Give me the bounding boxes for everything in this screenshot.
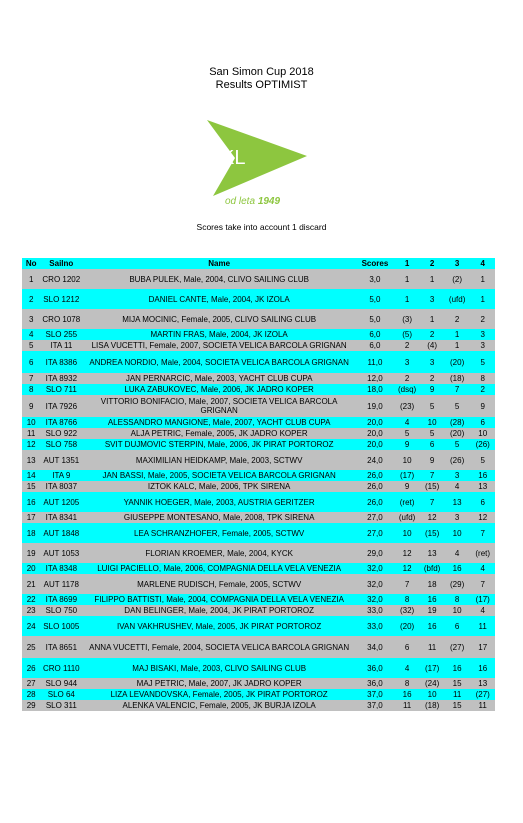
cell-race-3: (27) xyxy=(450,642,465,652)
cell-race-1: 16 xyxy=(402,690,412,699)
cell-no: 21 xyxy=(26,579,36,589)
cell-race-1: 2 xyxy=(404,374,410,383)
cell-no: 27 xyxy=(26,679,36,688)
logo-year: 1949 xyxy=(257,196,281,207)
cell-race-1: 4 xyxy=(404,663,410,673)
cell-name: BUBA PULEK, Male, 2004, CLIVO SAILING CLUB xyxy=(129,274,309,284)
cell-race-3: 15 xyxy=(452,701,462,710)
cell-name: ALENKA VALENCIC, Female, 2005, JK BURJA IZOLA xyxy=(122,701,316,710)
table-row xyxy=(22,523,495,543)
cell-name: DAN BELINGER, Male, 2004, JK PIRAT PORTOROZ xyxy=(124,606,314,615)
cell-no: 28 xyxy=(26,690,36,699)
table-row xyxy=(22,605,495,616)
cell-scores: 5,0 xyxy=(369,294,381,304)
cell-race-2: 9 xyxy=(429,455,435,465)
cell-race-1: (32) xyxy=(399,606,415,615)
cell-race-1: 10 xyxy=(402,455,412,465)
cell-race-2: (18) xyxy=(425,701,440,710)
cell-race-1: 3 xyxy=(404,357,410,367)
cell-race-4: (ret) xyxy=(475,548,491,558)
cell-race-3: (18) xyxy=(450,374,465,383)
cell-race-3: 5 xyxy=(454,440,460,449)
cell-scores: 5,0 xyxy=(369,314,381,324)
cell-no: 25 xyxy=(26,642,36,652)
cell-race-4: 13 xyxy=(478,482,488,491)
cell-race-1: 2 xyxy=(404,341,410,350)
cell-race-1: 4 xyxy=(404,418,410,427)
cell-sailno: AUT 1848 xyxy=(43,528,80,538)
cell-race-1: 1 xyxy=(404,294,410,304)
cell-race-4: 12 xyxy=(478,513,488,522)
cell-race-3: 1 xyxy=(454,330,460,339)
cell-race-1: 1 xyxy=(404,274,410,284)
cell-race-2: 3 xyxy=(429,357,435,367)
cell-scores: 26,0 xyxy=(367,482,383,491)
table-row xyxy=(22,616,495,636)
cell-race-2: 10 xyxy=(427,418,437,427)
cell-race-3: 16 xyxy=(452,564,462,573)
cell-name: VITTORIO BONIFACIO, Male, 2007, SOCIETA VELICA BARCOLA GRIGNAN xyxy=(100,397,338,415)
cell-race-4: 6 xyxy=(480,497,485,507)
table-row xyxy=(22,351,495,373)
cell-no: 15 xyxy=(26,482,36,491)
cell-name: MAJ PETRIC, Male, 2007, JK JADRO KOPER xyxy=(136,679,302,688)
cell-race-4: 4 xyxy=(480,564,485,573)
cell-race-2: 2 xyxy=(429,330,435,339)
cell-name: IVAN VAKHRUSHEV, Male, 2005, JK PIRAT PORTOROZ xyxy=(117,621,322,631)
cell-no: 10 xyxy=(26,418,36,427)
results-table xyxy=(22,258,495,711)
cell-scores: 20,0 xyxy=(367,418,383,427)
table-row xyxy=(22,700,495,711)
table-row xyxy=(22,636,495,658)
cell-no: 24 xyxy=(26,621,36,631)
cell-scores: 29,0 xyxy=(367,548,383,558)
cell-sailno: SLO 922 xyxy=(45,429,78,438)
cell-race-3: 4 xyxy=(454,548,460,558)
logo-text: JKL xyxy=(211,147,246,169)
cell-race-3: 16 xyxy=(452,663,462,673)
cell-sailno: SLO 711 xyxy=(45,385,77,394)
cell-race-4: 1 xyxy=(480,294,485,304)
cell-race-2: 1 xyxy=(429,314,435,324)
header-row xyxy=(22,258,495,269)
cell-sailno: SLO 1212 xyxy=(43,294,80,304)
cell-sailno: CRO 1110 xyxy=(43,663,80,673)
table-row xyxy=(22,574,495,594)
cell-race-1: (3) xyxy=(402,314,412,324)
cell-race-4: 4 xyxy=(480,606,485,615)
table-row xyxy=(22,594,495,605)
cell-race-4: 7 xyxy=(480,579,485,589)
table-row xyxy=(22,428,495,439)
cell-scores: 24,0 xyxy=(367,455,383,465)
cell-no: 22 xyxy=(26,595,36,604)
discard-note: Scores take into account 1 discard xyxy=(196,222,327,232)
cell-race-3: (2) xyxy=(452,274,463,284)
cell-sailno: SLO 758 xyxy=(45,440,78,449)
cell-race-1: 7 xyxy=(404,579,410,589)
cell-race-1: (5) xyxy=(402,330,412,339)
cell-sailno: ITA 8651 xyxy=(45,642,78,652)
table-row xyxy=(22,512,495,523)
cell-scores: 6,0 xyxy=(369,341,381,350)
cell-race-4: (27) xyxy=(475,690,490,699)
cell-race-3: 5 xyxy=(454,401,460,411)
cell-scores: 18,0 xyxy=(367,385,383,394)
cell-no: 12 xyxy=(26,440,36,449)
cell-sailno: SLO 64 xyxy=(47,690,75,699)
table-row xyxy=(22,450,495,470)
cell-no: 1 xyxy=(28,274,34,284)
cell-race-4: 3 xyxy=(480,341,485,350)
cell-race-2: 3 xyxy=(429,294,435,304)
cell-race-4: 1 xyxy=(480,274,485,284)
table-row xyxy=(22,269,495,289)
cell-sailno: AUT 1178 xyxy=(43,579,79,589)
cell-race-1: 6 xyxy=(404,642,410,652)
cell-scores: 26,0 xyxy=(367,497,383,507)
cell-race-2: (24) xyxy=(425,679,440,688)
cell-race-1: (20) xyxy=(399,621,415,631)
cell-sailno: SLO 1005 xyxy=(43,621,80,631)
cell-name: DANIEL CANTE, Male, 2004, JK IZOLA xyxy=(148,294,290,304)
cell-name: ALJA PETRIC, Female, 2005, JK JADRO KOPER xyxy=(130,429,308,438)
cell-race-2: 7 xyxy=(429,471,435,480)
cell-race-1: (ufd) xyxy=(398,513,416,522)
cell-no: 20 xyxy=(26,564,36,573)
cell-race-4: 11 xyxy=(478,621,487,631)
header-name: Name xyxy=(208,259,231,268)
table-row xyxy=(22,340,495,351)
cell-race-2: 11 xyxy=(427,642,437,652)
cell-race-1: (dsq) xyxy=(397,385,417,394)
cell-scores: 36,0 xyxy=(367,679,383,688)
cell-sailno: AUT 1351 xyxy=(43,455,80,465)
table-row xyxy=(22,470,495,481)
cell-race-2: 7 xyxy=(429,497,435,507)
cell-race-2: 12 xyxy=(427,513,437,522)
cell-sailno: ITA 8699 xyxy=(45,595,78,604)
cell-no: 29 xyxy=(26,701,36,710)
table-row xyxy=(22,543,495,563)
cell-race-1: (23) xyxy=(399,401,415,411)
title-line-1: San Simon Cup 2018 xyxy=(209,66,314,78)
cell-race-2: (17) xyxy=(425,663,440,673)
table-row xyxy=(22,481,495,492)
cell-race-4: 9 xyxy=(480,401,485,411)
cell-name: JAN BASSI, Male, 2005, SOCIETA VELICA BARCOLA GRIGNAN xyxy=(102,471,336,480)
cell-race-3: (20) xyxy=(450,357,465,367)
cell-race-4: 13 xyxy=(478,679,488,688)
table-row xyxy=(22,384,495,395)
cell-race-2: (15) xyxy=(425,482,440,491)
cell-scores: 27,0 xyxy=(367,513,383,522)
cell-race-4: 11 xyxy=(478,701,487,710)
cell-race-3: 13 xyxy=(452,497,462,507)
cell-race-4: (17) xyxy=(475,595,490,604)
cell-race-2: (15) xyxy=(425,528,440,538)
cell-race-4: 17 xyxy=(478,642,488,652)
table-row xyxy=(22,289,495,309)
cell-race-1: 11 xyxy=(402,701,412,710)
cell-race-4: (26) xyxy=(475,440,490,449)
table-row xyxy=(22,439,495,450)
cell-race-3: 1 xyxy=(454,341,460,350)
cell-race-3: 10 xyxy=(452,606,462,615)
cell-race-1: 8 xyxy=(404,595,410,604)
cell-sailno: ITA 8386 xyxy=(45,357,78,367)
cell-race-2: (bfd) xyxy=(423,564,441,573)
cell-sailno: SLO 311 xyxy=(45,701,77,710)
cell-race-3: 15 xyxy=(452,679,462,688)
cell-no: 13 xyxy=(26,455,36,465)
cell-scores: 20,0 xyxy=(367,429,383,438)
cell-no: 3 xyxy=(28,314,34,324)
cell-race-3: 11 xyxy=(452,690,462,699)
cell-race-2: 9 xyxy=(429,385,435,394)
cell-race-3: 3 xyxy=(454,471,460,480)
cell-no: 26 xyxy=(26,663,36,673)
cell-scores: 33,0 xyxy=(367,621,383,631)
table-row xyxy=(22,309,495,329)
cell-sailno: ITA 8766 xyxy=(45,418,78,427)
cell-race-2: 5 xyxy=(429,401,435,411)
cell-race-4: 16 xyxy=(478,663,488,673)
cell-sailno: ITA 7926 xyxy=(45,401,78,411)
cell-sailno: ITA 8348 xyxy=(45,564,78,573)
cell-no: 5 xyxy=(28,341,34,350)
cell-sailno: CRO 1078 xyxy=(42,314,81,324)
cell-sailno: ITA 8037 xyxy=(45,482,78,491)
cell-race-1: 5 xyxy=(404,429,410,438)
cell-scores: 32,0 xyxy=(367,595,383,604)
cell-race-2: 5 xyxy=(429,429,435,438)
table-row xyxy=(22,395,495,417)
jkl-logo xyxy=(205,118,310,208)
cell-sailno: ITA 8341 xyxy=(45,513,78,522)
table-row xyxy=(22,689,495,700)
cell-name: LUIGI PACIELLO, Male, 2006, COMPAGNIA DELLA VELA VENEZIA xyxy=(97,564,342,573)
cell-sailno: SLO 750 xyxy=(45,606,78,615)
cell-race-3: (29) xyxy=(450,579,465,589)
cell-race-4: 16 xyxy=(478,471,488,480)
document-title xyxy=(0,66,523,92)
cell-scores: 19,0 xyxy=(367,401,383,411)
cell-name: ANNA VUCETTI, Female, 2004, SOCIETA VELICA BARCOLA GRIGNAN xyxy=(89,642,350,652)
cell-race-3: 6 xyxy=(454,621,460,631)
cell-scores: 3,0 xyxy=(369,274,381,284)
cell-scores: 37,0 xyxy=(367,690,383,699)
cell-scores: 37,0 xyxy=(367,701,383,710)
table-row xyxy=(22,678,495,689)
cell-name: LUKA ZABUKOVEC, Male, 2006, JK JADRO KOPER xyxy=(124,385,314,394)
cell-no: 4 xyxy=(28,330,34,339)
cell-race-2: 16 xyxy=(427,621,437,631)
cell-race-1: 12 xyxy=(402,548,412,558)
table-row xyxy=(22,658,495,678)
cell-no: 6 xyxy=(28,357,34,367)
cell-no: 23 xyxy=(26,606,36,615)
cell-race-2: 13 xyxy=(427,548,437,558)
cell-no: 8 xyxy=(28,385,34,394)
cell-scores: 33,0 xyxy=(367,606,383,615)
cell-name: MAJ BISAKI, Male, 2003, CLIVO SAILING CLUB xyxy=(132,663,307,673)
cell-name: FLORIAN KROEMER, Male, 2004, KYCK xyxy=(145,548,293,558)
table-row xyxy=(22,417,495,428)
cell-scores: 11,0 xyxy=(367,357,383,367)
cell-scores: 34,0 xyxy=(367,642,383,652)
cell-race-1: (ret) xyxy=(399,497,415,507)
cell-name: ANDREA NORDIO, Male, 2004, SOCIETA VELICA BARCOLA GRIGNAN xyxy=(89,357,349,367)
table-row xyxy=(22,563,495,574)
cell-name: IZTOK KALC, Male, 2006, TPK SIRENA xyxy=(147,482,291,491)
cell-name: LIZA LEVANDOVSKA, Female, 2005, JK PIRAT PORTOROZ xyxy=(110,690,328,699)
cell-race-1: 9 xyxy=(404,440,410,449)
cell-scores: 32,0 xyxy=(367,579,383,589)
cell-race-3: (26) xyxy=(450,455,465,465)
cell-sailno: ITA 9 xyxy=(52,471,71,480)
cell-no: 9 xyxy=(28,401,34,411)
cell-race-2: 19 xyxy=(427,606,437,615)
header-race-3: 3 xyxy=(454,259,460,268)
cell-race-3: 8 xyxy=(454,595,460,604)
cell-race-4: 2 xyxy=(480,314,485,324)
cell-name: FILIPPO BATTISTI, Male, 2004, COMPAGNIA DELLA VELA VENEZIA xyxy=(94,595,344,604)
logo-subtitle: od leta xyxy=(225,196,256,207)
cell-name: JAN PERNARCIC, Male, 2003, YACHT CLUB CUPA xyxy=(125,374,313,383)
cell-no: 11 xyxy=(27,429,36,438)
cell-sailno: AUT 1053 xyxy=(43,548,80,558)
cell-name: GIUSEPPE MONTESANO, Male, 2008, TPK SIRENA xyxy=(123,513,315,522)
table-row xyxy=(22,492,495,512)
cell-name: MARLENE RUDISCH, Female, 2005, SCTWV xyxy=(137,579,302,589)
cell-race-2: 18 xyxy=(427,579,437,589)
cell-name: YANNIK HOEGER, Male, 2003, AUSTRIA GERITZER xyxy=(123,497,315,507)
cell-no: 19 xyxy=(26,548,36,558)
cell-sailno: ITA 8932 xyxy=(45,374,78,383)
cell-sailno: AUT 1205 xyxy=(43,497,80,507)
cell-race-4: 6 xyxy=(480,418,485,427)
cell-scores: 32,0 xyxy=(367,564,383,573)
cell-race-3: 3 xyxy=(454,513,460,522)
cell-race-4: 7 xyxy=(480,528,485,538)
cell-race-3: (20) xyxy=(450,429,465,438)
cell-sailno: ITA 11 xyxy=(50,341,73,350)
cell-race-3: 4 xyxy=(454,482,460,491)
cell-race-2: 6 xyxy=(429,440,435,449)
cell-no: 7 xyxy=(28,374,34,383)
cell-race-4: 8 xyxy=(480,374,485,383)
cell-race-1: 8 xyxy=(404,679,410,688)
cell-race-1: 9 xyxy=(404,482,410,491)
cell-race-1: 12 xyxy=(402,564,412,573)
cell-race-4: 5 xyxy=(480,357,485,367)
cell-race-4: 10 xyxy=(478,429,488,438)
cell-name: LISA VUCETTI, Female, 2007, SOCIETA VELICA BARCOLA GRIGNAN xyxy=(91,341,347,350)
cell-race-2: 1 xyxy=(429,274,435,284)
cell-race-1: (17) xyxy=(399,471,415,480)
cell-sailno: SLO 255 xyxy=(45,330,78,339)
cell-name: LEA SCHRANZHOFER, Female, 2005, SCTWV xyxy=(134,528,305,538)
cell-scores: 20,0 xyxy=(367,440,383,449)
cell-sailno: SLO 944 xyxy=(45,679,78,688)
title-line-2: Results OPTIMIST xyxy=(215,79,308,91)
cell-race-2: 10 xyxy=(427,690,437,699)
cell-scores: 26,0 xyxy=(367,471,383,480)
cell-race-4: 5 xyxy=(480,455,485,465)
cell-sailno: CRO 1202 xyxy=(42,274,81,284)
cell-no: 2 xyxy=(28,294,34,304)
cell-name: ALESSANDRO MANGIONE, Male, 2007, YACHT CLUB CUPA xyxy=(107,418,331,427)
header-no: No xyxy=(25,259,37,268)
cell-race-3: 7 xyxy=(454,385,460,394)
table-row xyxy=(22,329,495,340)
cell-name: MAXIMILIAN HEIDKAMP, Male, 2003, SCTWV xyxy=(135,455,303,465)
cell-scores: 12,0 xyxy=(367,374,383,383)
cell-race-1: 10 xyxy=(402,528,412,538)
header-scores: Scores xyxy=(361,259,389,268)
cell-race-2: 2 xyxy=(429,374,435,383)
cell-no: 17 xyxy=(26,513,36,522)
cell-race-3: 2 xyxy=(454,314,460,324)
cell-scores: 27,0 xyxy=(367,528,383,538)
cell-name: MARTIN FRAS, Male, 2004, JK IZOLA xyxy=(150,330,288,339)
cell-race-3: (28) xyxy=(450,418,465,427)
cell-no: 16 xyxy=(26,497,36,507)
header-race-4: 4 xyxy=(480,259,485,268)
cell-race-4: 3 xyxy=(480,330,485,339)
table-row xyxy=(22,373,495,384)
header-sailno: Sailno xyxy=(49,259,74,268)
cell-race-3: 10 xyxy=(452,528,462,538)
results-body xyxy=(22,269,495,711)
cell-no: 18 xyxy=(26,528,36,538)
cell-no: 14 xyxy=(26,471,36,480)
header-race-1: 1 xyxy=(404,259,410,268)
cell-race-2: 16 xyxy=(427,595,437,604)
cell-scores: 36,0 xyxy=(367,663,383,673)
header-race-2: 2 xyxy=(429,259,435,268)
cell-race-2: (4) xyxy=(427,341,437,350)
cell-race-3: (ufd) xyxy=(448,294,466,304)
cell-race-4: 2 xyxy=(480,385,485,394)
cell-name: MIJA MOCINIC, Female, 2005, CLIVO SAILING CLUB xyxy=(122,314,317,324)
cell-scores: 6,0 xyxy=(369,330,381,339)
svg-text:od leta 1949 xyxy=(225,196,280,207)
cell-name: SVIT DUJMOVIC STERPIN, Male, 2006, JK PIRAT PORTOROZ xyxy=(104,440,334,449)
